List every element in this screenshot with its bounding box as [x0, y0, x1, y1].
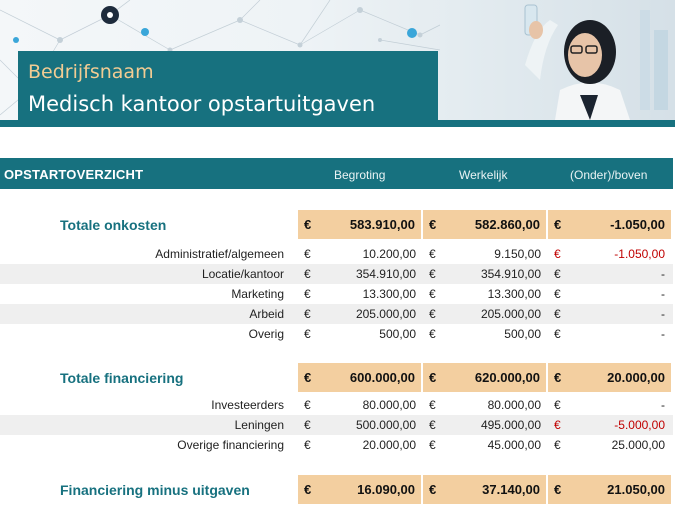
- costs-total-difference: [548, 210, 671, 239]
- currency-symbol: €: [304, 438, 311, 452]
- financing-total-budget: [298, 363, 421, 392]
- currency-symbol: €: [554, 267, 561, 281]
- actual-amount: 13.300,00: [487, 287, 541, 301]
- amount: 582.860,00: [474, 217, 540, 232]
- budget-amount: 205.000,00: [355, 307, 416, 321]
- budget-amount: 13.300,00: [362, 287, 416, 301]
- currency-symbol: €: [304, 398, 311, 412]
- summary-title: OPSTARTOVERZICHT: [4, 167, 144, 182]
- amount: -1.050,00: [610, 217, 665, 232]
- table-row: [0, 244, 673, 264]
- currency-symbol: €: [554, 307, 561, 321]
- actual-amount: 500,00: [504, 327, 541, 341]
- currency-symbol: €: [304, 217, 312, 232]
- amount: 37.140,00: [482, 482, 540, 497]
- column-header-actual: Werkelijk: [459, 168, 508, 182]
- currency-symbol: €: [429, 267, 436, 281]
- amount: 620.000,00: [474, 370, 540, 385]
- difference-amount: 25.000,00: [611, 438, 665, 452]
- row-label: Investeerders: [211, 398, 284, 412]
- currency-symbol: €: [554, 482, 562, 497]
- currency-symbol: €: [429, 327, 436, 341]
- currency-symbol: €: [554, 287, 561, 301]
- table-row: [0, 304, 673, 324]
- net-total-difference: [548, 475, 671, 504]
- currency-symbol: €: [304, 370, 312, 385]
- table-row: [0, 395, 673, 415]
- currency-symbol: €: [554, 327, 561, 341]
- banner-rule: [0, 120, 675, 127]
- currency-symbol: €: [554, 247, 561, 261]
- currency-symbol: €: [429, 307, 436, 321]
- currency-symbol: €: [429, 438, 436, 452]
- actual-amount: 80.000,00: [487, 398, 541, 412]
- row-label: Overige financiering: [177, 438, 284, 452]
- section-label-financing: Totale financiering: [60, 370, 184, 386]
- row-label: Locatie/kantoor: [201, 267, 284, 281]
- costs-total-budget: [298, 210, 421, 239]
- costs-total-actual: [423, 210, 546, 239]
- section-label-net: Financiering minus uitgaven: [60, 482, 250, 498]
- currency-symbol: €: [304, 247, 311, 261]
- currency-symbol: €: [429, 398, 436, 412]
- amount: 600.000,00: [349, 370, 415, 385]
- difference-amount: -: [661, 398, 665, 412]
- summary-header: [0, 158, 673, 189]
- currency-symbol: €: [304, 327, 311, 341]
- budget-amount: 354.910,00: [355, 267, 416, 281]
- financing-total-actual: [423, 363, 546, 392]
- difference-amount: -1.050,00: [614, 247, 665, 261]
- table-row: [0, 284, 673, 304]
- difference-amount: -: [661, 327, 665, 341]
- currency-symbol: €: [554, 398, 561, 412]
- row-label: Arbeid: [249, 307, 284, 321]
- header-banner: [0, 0, 675, 127]
- difference-amount: -: [661, 267, 665, 281]
- table-row: [0, 415, 673, 435]
- scientist-photo: [440, 0, 675, 120]
- currency-symbol: €: [429, 217, 437, 232]
- row-label: Marketing: [231, 287, 284, 301]
- company-name: Bedrijfsnaam: [28, 61, 154, 83]
- table-row: [0, 264, 673, 284]
- currency-symbol: €: [554, 217, 562, 232]
- currency-symbol: €: [304, 267, 311, 281]
- document-title: Medisch kantoor opstartuitgaven: [28, 92, 376, 116]
- budget-amount: 10.200,00: [362, 247, 416, 261]
- difference-amount: -: [661, 307, 665, 321]
- actual-amount: 9.150,00: [494, 247, 541, 261]
- actual-amount: 354.910,00: [480, 267, 541, 281]
- currency-symbol: €: [554, 438, 561, 452]
- net-total-actual: [423, 475, 546, 504]
- financing-total-difference: [548, 363, 671, 392]
- currency-symbol: €: [429, 247, 436, 261]
- amount: 16.090,00: [357, 482, 415, 497]
- budget-amount: 20.000,00: [362, 438, 416, 452]
- table-row: [0, 435, 673, 455]
- budget-amount: 500.000,00: [355, 418, 416, 432]
- amount: 21.050,00: [607, 482, 665, 497]
- currency-symbol: €: [429, 287, 436, 301]
- currency-symbol: €: [304, 418, 311, 432]
- currency-symbol: €: [304, 482, 312, 497]
- currency-symbol: €: [429, 482, 437, 497]
- currency-symbol: €: [554, 418, 561, 432]
- currency-symbol: €: [554, 370, 562, 385]
- currency-symbol: €: [429, 418, 436, 432]
- net-total-budget: [298, 475, 421, 504]
- actual-amount: 205.000,00: [480, 307, 541, 321]
- currency-symbol: €: [429, 370, 437, 385]
- row-label: Overig: [248, 327, 284, 341]
- column-header-budget: Begroting: [334, 168, 386, 182]
- currency-symbol: €: [304, 287, 311, 301]
- budget-amount: 80.000,00: [362, 398, 416, 412]
- actual-amount: 495.000,00: [480, 418, 541, 432]
- actual-amount: 45.000,00: [487, 438, 541, 452]
- row-label: Leningen: [234, 418, 284, 432]
- difference-amount: -5.000,00: [614, 418, 665, 432]
- column-header-difference: (Onder)/boven: [570, 168, 648, 182]
- row-label: Administratief/algemeen: [155, 247, 284, 261]
- budget-amount: 500,00: [379, 327, 416, 341]
- amount: 20.000,00: [607, 370, 665, 385]
- currency-symbol: €: [304, 307, 311, 321]
- section-label-costs: Totale onkosten: [60, 217, 167, 233]
- amount: 583.910,00: [349, 217, 415, 232]
- difference-amount: -: [661, 287, 665, 301]
- title-box: [18, 51, 438, 125]
- table-row: [0, 324, 673, 344]
